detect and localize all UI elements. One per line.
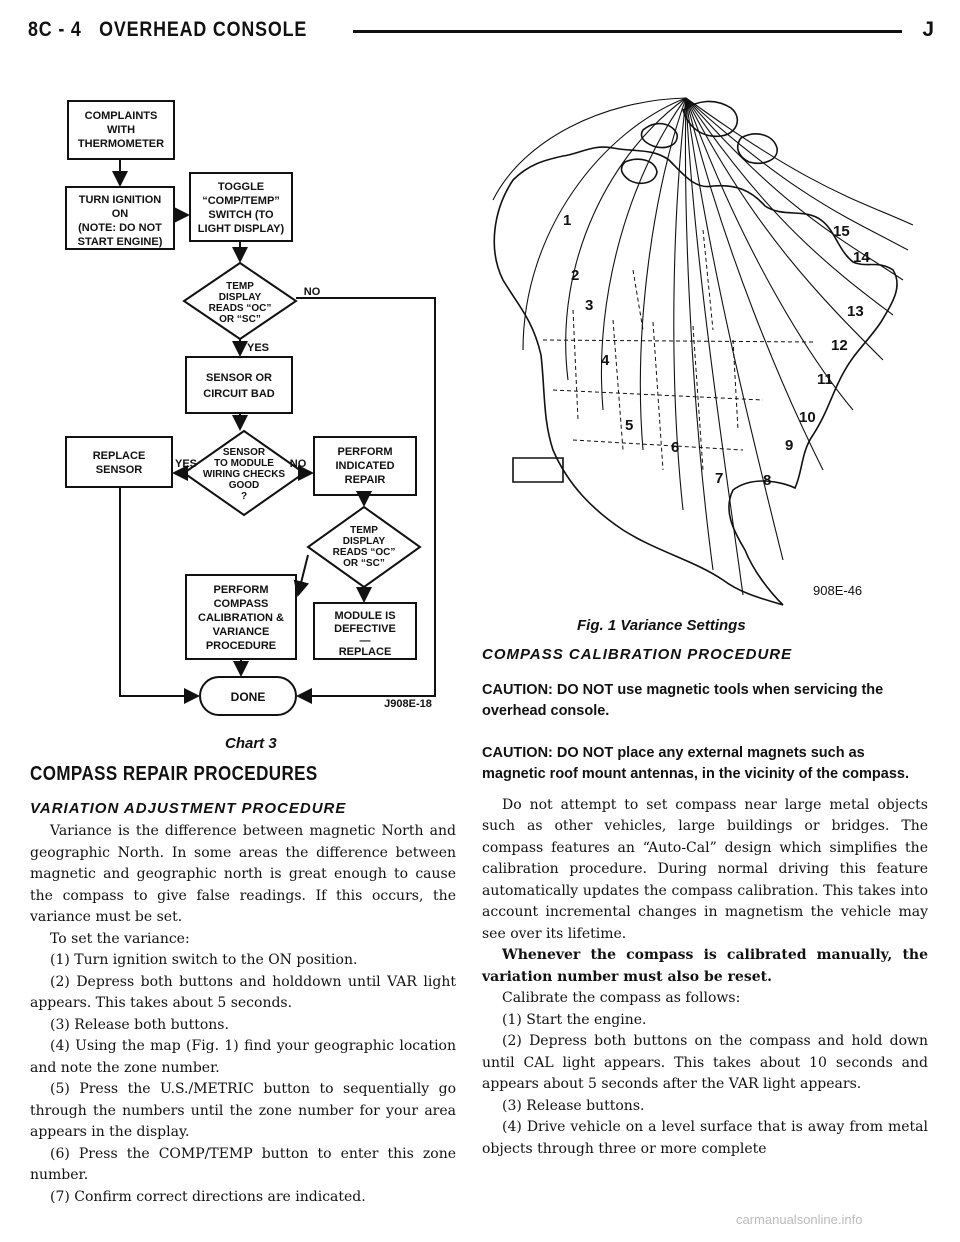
zone-label: 1: [563, 212, 572, 229]
step-item: (5) Press the U.S./METRIC button to sequentially go through the numbers until the zone number for your area appears in the display.: [30, 1081, 456, 1140]
sensor-bad-box: [186, 357, 292, 413]
paragraph: To set the variance:: [50, 930, 190, 947]
left-column: [30, 764, 456, 1208]
sensor-check-label: SENSOR TO MODULE WIRING CHECKS GOOD ?: [202, 447, 286, 502]
zone-label: 10: [799, 409, 816, 426]
section-heading: COMPASS REPAIR PROCEDURES: [30, 763, 318, 785]
temp-display-1-label: TEMP DISPLAY READS “OC” OR “SC”: [208, 281, 272, 325]
replace-sensor-label: REPLACE SENSOR: [92, 450, 146, 476]
step-item: (3) Release both buttons.: [50, 1016, 229, 1033]
continent-outline: [494, 147, 897, 605]
step-item: (7) Confirm correct directions are indicated.: [50, 1188, 366, 1205]
step-item: (1) Turn ignition switch to the ON position.: [50, 952, 358, 968]
caution-note: CAUTION: DO NOT use magnetic tools when servicing the overhead console.: [482, 681, 884, 719]
toggle-label: TOGGLE “COMP/TEMP” SWITCH (TO LIGHT DISPLAY): [197, 181, 285, 235]
step-item: (4) Using the map (Fig. 1) find your geographic location and note the zone number.: [30, 1038, 456, 1076]
yes-label-2: YES: [174, 458, 198, 470]
zone-label: 13: [847, 303, 864, 320]
paragraph: Calibrate the compass as follows:: [502, 990, 741, 1006]
zone-label: 14: [853, 249, 870, 266]
paragraph: Variance is the difference between magnetic North and geographic North. In some areas the difference between magnetic and geographic north is great enough to cause the compass to give false readings. If this occurs, the variance must be set.: [30, 823, 456, 925]
step-item: (4) Drive vehicle on a level surface that is away from metal objects through three or more complete: [482, 1119, 928, 1157]
zone-label: 5: [625, 417, 634, 434]
temp-display-2-label: TEMP DISPLAY READS “OC” OR “SC”: [332, 525, 396, 569]
header-rule: [353, 30, 902, 33]
zone-label: 7: [715, 470, 724, 487]
no-label-2: NO: [289, 458, 307, 470]
footer-watermark: carmanualsonline.info: [736, 1212, 863, 1227]
page-header: [28, 18, 934, 48]
zone-label: 3: [585, 297, 594, 314]
zone-label: 4: [601, 352, 610, 369]
chart-caption: Chart 3: [225, 735, 277, 752]
perform-compass-label: PERFORM COMPASS CALIBRATION & VARIANCE PROCEDURE: [198, 584, 284, 652]
step-item: (3) Release buttons.: [502, 1097, 645, 1114]
map-figure-id: 908E-46: [813, 583, 863, 598]
zone-label: 12: [831, 337, 848, 354]
bold-paragraph: Whenever the compass is calibrated manually, the variation number must also be reset.: [482, 947, 928, 985]
chart-figure-id: J908E-18: [384, 698, 432, 710]
no-label-1: NO: [303, 286, 321, 298]
connector: [298, 555, 308, 595]
zone-label: 8: [763, 472, 772, 489]
sensor-bad-label: SENSOR OR CIRCUIT BAD: [203, 372, 275, 400]
diagnostic-flowchart: [58, 95, 458, 720]
step-item: (2) Depress both buttons on the compass and hold down until CAL light appears. This takes about 10 seconds and appears about 5 seconds after the VAR light appears.: [482, 1033, 928, 1092]
paragraph: Do not attempt to set compass near large metal objects such as other vehicles, large buildings or bridges. The compass features an “Auto-Cal” design which simplifies the calibration procedure. During normal driving this feature automatically updates the compass calibration. This takes into account incremental changes in magnetism the vehicle may see over its lifetime.: [482, 796, 928, 942]
subsection-heading: COMPASS CALIBRATION PROCEDURE: [482, 646, 793, 663]
caution-note: CAUTION: DO NOT place any external magnets such as magnetic roof mount antennas, in the vicinity of the compass.: [482, 744, 910, 782]
turn-ignition-label: TURN IGNITION ON (NOTE: DO NOT START ENGINE): [77, 194, 163, 248]
right-column: [482, 644, 928, 1160]
zone-label: 11: [817, 371, 833, 388]
section-title: 8C - 4 OVERHEAD CONSOLE: [28, 18, 308, 41]
done-label: DONE: [230, 690, 266, 704]
zone-label: 15: [833, 223, 850, 240]
step-item: (6) Press the COMP/TEMP button to enter this zone number.: [30, 1145, 456, 1183]
complaints-label: COMPLAINTS WITH THERMOMETER: [77, 110, 165, 150]
header-letter: J: [922, 18, 934, 41]
zone-label: 6: [671, 439, 680, 456]
step-item: (2) Depress both buttons and holddown until VAR light appears. This takes about 5 seconds.: [30, 973, 456, 1011]
perform-repair-label: PERFORM INDICATED REPAIR: [335, 446, 395, 486]
replace-sensor-box: [66, 437, 172, 487]
map-caption: Fig. 1 Variance Settings: [577, 617, 746, 634]
zone-label: 9: [785, 437, 794, 454]
variance-zone-map: [483, 90, 928, 615]
module-defective-label: MODULE IS DEFECTIVE — REPLACE: [334, 610, 396, 658]
yes-label-1: YES: [246, 342, 270, 354]
step-item: (1) Start the engine.: [502, 1011, 647, 1028]
zone-label: 2: [571, 267, 580, 284]
subsection-heading: VARIATION ADJUSTMENT PROCEDURE: [30, 799, 347, 817]
